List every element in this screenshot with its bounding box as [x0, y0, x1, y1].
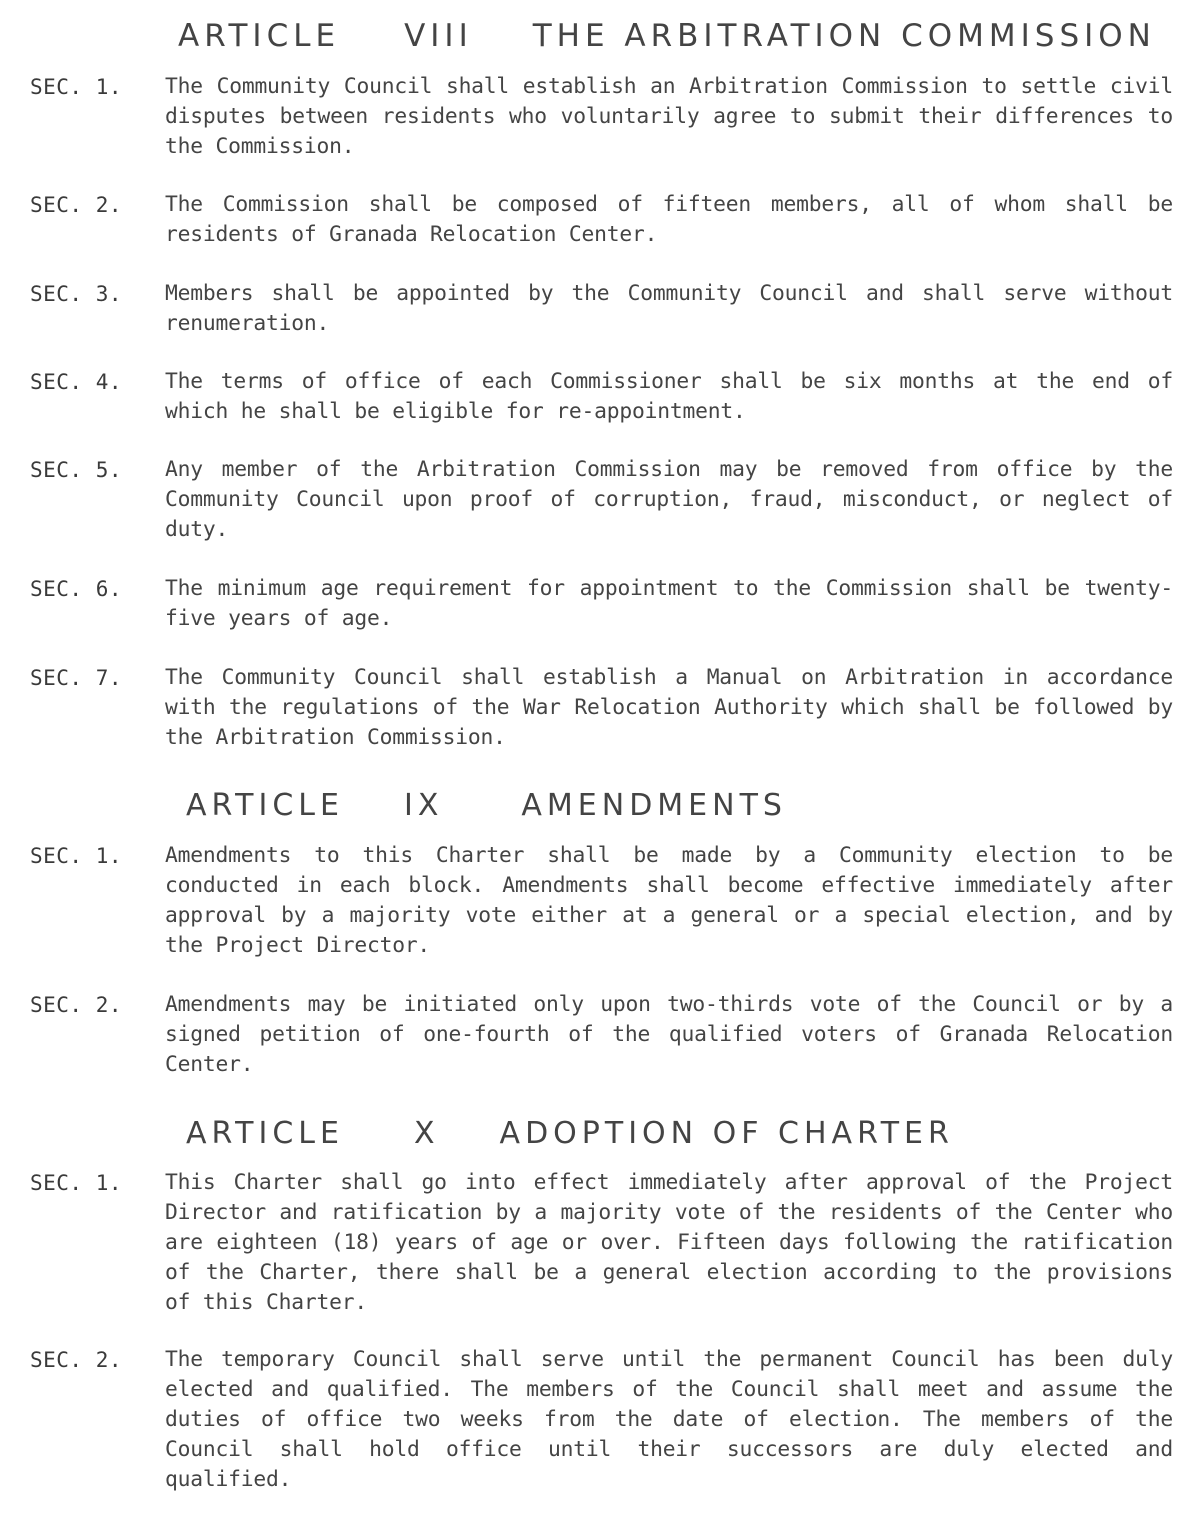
article-number: VIII: [404, 18, 473, 54]
article-heading: [178, 18, 1156, 54]
article-heading: [186, 1116, 954, 1151]
section-text: The minimum age requirement for appointment to the Commission shall be twenty-five years of age.: [165, 576, 1173, 631]
section-label: SEC. 2.: [30, 193, 123, 217]
section-text: The Commission shall be composed of fifteen members, all of whom shall be residents of Granada Relocation Center.: [165, 192, 1173, 247]
section-text: The Community Council shall establish an Arbitration Commission to settle civil disputes between residents who voluntarily agree to submit their differences to the Commission.: [165, 74, 1173, 159]
article-label: ARTICLE: [178, 18, 341, 54]
section-text: Members shall be appointed by the Community Council and shall serve without renumeration.: [165, 281, 1173, 336]
article-label: ARTICLE: [186, 1116, 344, 1151]
article-heading: [186, 788, 787, 823]
section-label: SEC. 2.: [30, 993, 123, 1017]
section-label: SEC. 6.: [30, 577, 123, 601]
section-text: Amendments to this Charter shall be made by a Community election to be conducted in each block. Amendments shall become effective immediately after approval by a majority vote either at a general or a special election, and by the Project Director.: [165, 843, 1173, 958]
article-label: ARTICLE: [186, 788, 344, 823]
section-label: SEC. 1.: [30, 75, 123, 99]
article-title: AMENDMENTS: [521, 788, 787, 823]
section-label: SEC. 1.: [30, 1171, 123, 1195]
section-label: SEC. 5.: [30, 458, 123, 482]
section-label: SEC. 1.: [30, 844, 123, 868]
section-text: This Charter shall go into effect immediately after approval of the Project Director and ratification by a majority vote of the residents of the Center who are eighteen (18) years of age or over. Fifteen days following the ratification of the Charter, there shall be a general election according to the provisions of this Charter.: [165, 1170, 1173, 1315]
section-text: The Community Council shall establish a Manual on Arbitration in accordance with the regulations of the War Relocation Authority which shall be followed by the Arbitration Commission.: [165, 665, 1173, 750]
article-title: ADOPTION OF CHARTER: [499, 1116, 954, 1151]
section-text: Amendments may be initiated only upon two-thirds vote of the Council or by a signed petition of one-fourth of the qualified voters of Granada Relocation Center.: [165, 992, 1173, 1077]
article-number: X: [413, 1116, 440, 1151]
section-label: SEC. 7.: [30, 666, 123, 690]
section-label: SEC. 3.: [30, 282, 123, 306]
section-label: SEC. 2.: [30, 1348, 123, 1372]
article-title: THE ARBITRATION COMMISSION: [532, 18, 1156, 54]
section-text: The temporary Council shall serve until the permanent Council has been duly elected and qualified. The members of the Council shall meet and assume the duties of office two weeks from the date of election. The members of the Council shall hold office until their successors are duly elected and qualified.: [165, 1347, 1173, 1492]
section-text: The terms of office of each Commissioner shall be six months at the end of which he shall be eligible for re-appointment.: [165, 369, 1173, 424]
section-label: SEC. 4.: [30, 370, 123, 394]
section-text: Any member of the Arbitration Commission may be removed from office by the Community Council upon proof of corruption, fraud, misconduct, or neglect of duty.: [165, 457, 1173, 542]
article-number: IX: [403, 788, 444, 823]
